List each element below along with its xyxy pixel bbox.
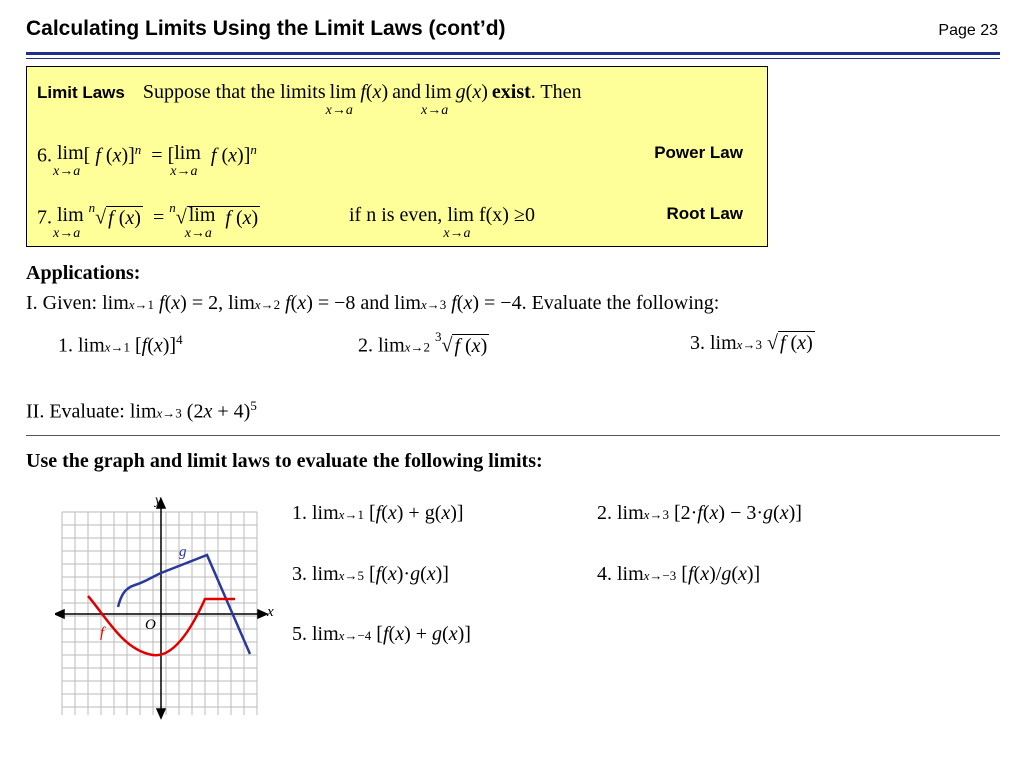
root-rhs: $^n$√ lim x→a f (x) <box>169 200 259 241</box>
origin-label: O <box>145 617 156 633</box>
given-q2: 2. limx→2 $^3$√ f (x) <box>358 329 488 357</box>
applications-heading: Applications: <box>26 262 141 284</box>
limit-laws-label: Limit Laws <box>37 83 125 102</box>
x-axis-label: x <box>267 604 274 620</box>
intro-g: g(x) <box>455 81 488 103</box>
intro-exist: exist <box>491 81 531 103</box>
intro-text: Suppose that the limits <box>142 81 326 103</box>
law6-formula: 6. lim x→a [ f (x)]$^n$ = [lim x→a f (x)]$^n$ <box>37 142 257 179</box>
f-label: f <box>100 625 105 641</box>
intro-f: f(x) <box>360 81 389 103</box>
root-law-label: Root Law <box>666 204 743 223</box>
header-rule-thin <box>26 58 1000 59</box>
intro-and: and <box>392 81 421 103</box>
evaluate-line: II. Evaluate: limx→3 $(2x + 4)^5$ <box>26 398 257 423</box>
given-q1: 1. limx→1 $[f(x)]^4$ <box>58 332 183 357</box>
g-curve <box>118 555 250 654</box>
given-q3: 3. limx→3 √ f (x) <box>690 332 813 354</box>
root-lhs: $^n$√ f (x) <box>88 200 141 229</box>
law7-formula: 7. lim x→a $^n$√ f (x) = $^n$√ lim x→a f (x) <box>37 200 259 241</box>
function-graph <box>55 490 285 720</box>
section-divider <box>26 435 1000 436</box>
page-number: Page 23 <box>938 22 998 39</box>
lim-f: lim x→a <box>325 81 357 118</box>
law7-condition: if n is even, lim x→a f(x) ≥0 <box>349 204 535 241</box>
graph-q4: 4. limx→−3 [f(x)/g(x)] <box>597 563 761 585</box>
lim-g: lim x→a <box>421 81 452 118</box>
limit-laws-box <box>26 66 768 247</box>
header-rule-thick <box>26 52 1000 55</box>
graph-heading: Use the graph and limit laws to evaluate the following limits: <box>26 450 543 472</box>
y-axis-label: y <box>155 493 162 508</box>
page-title: Calculating Limits Using the Limit Laws (cont’d) <box>26 17 506 40</box>
graph-q1: 1. limx→1 [f(x) + g(x)] <box>292 502 464 524</box>
given-line: I. Given: limx→1 f(x) = 2, limx→2 f(x) = −8 and limx→3 f(x) = −4. Evaluate the following: <box>26 292 720 314</box>
graph-q2: 2. limx→3 [2·f(x) − 3·g(x)] <box>597 502 802 524</box>
box-intro-line <box>37 81 582 118</box>
power-law-label: Power Law <box>654 143 743 162</box>
intro-then: . Then <box>530 81 582 103</box>
graph-axes <box>55 499 267 718</box>
graph-q5: 5. limx→−4 [f(x) + g(x)] <box>292 623 471 645</box>
g-label: g <box>179 544 187 560</box>
graph-q3: 3. limx→5 [f(x)·g(x)] <box>292 563 449 585</box>
